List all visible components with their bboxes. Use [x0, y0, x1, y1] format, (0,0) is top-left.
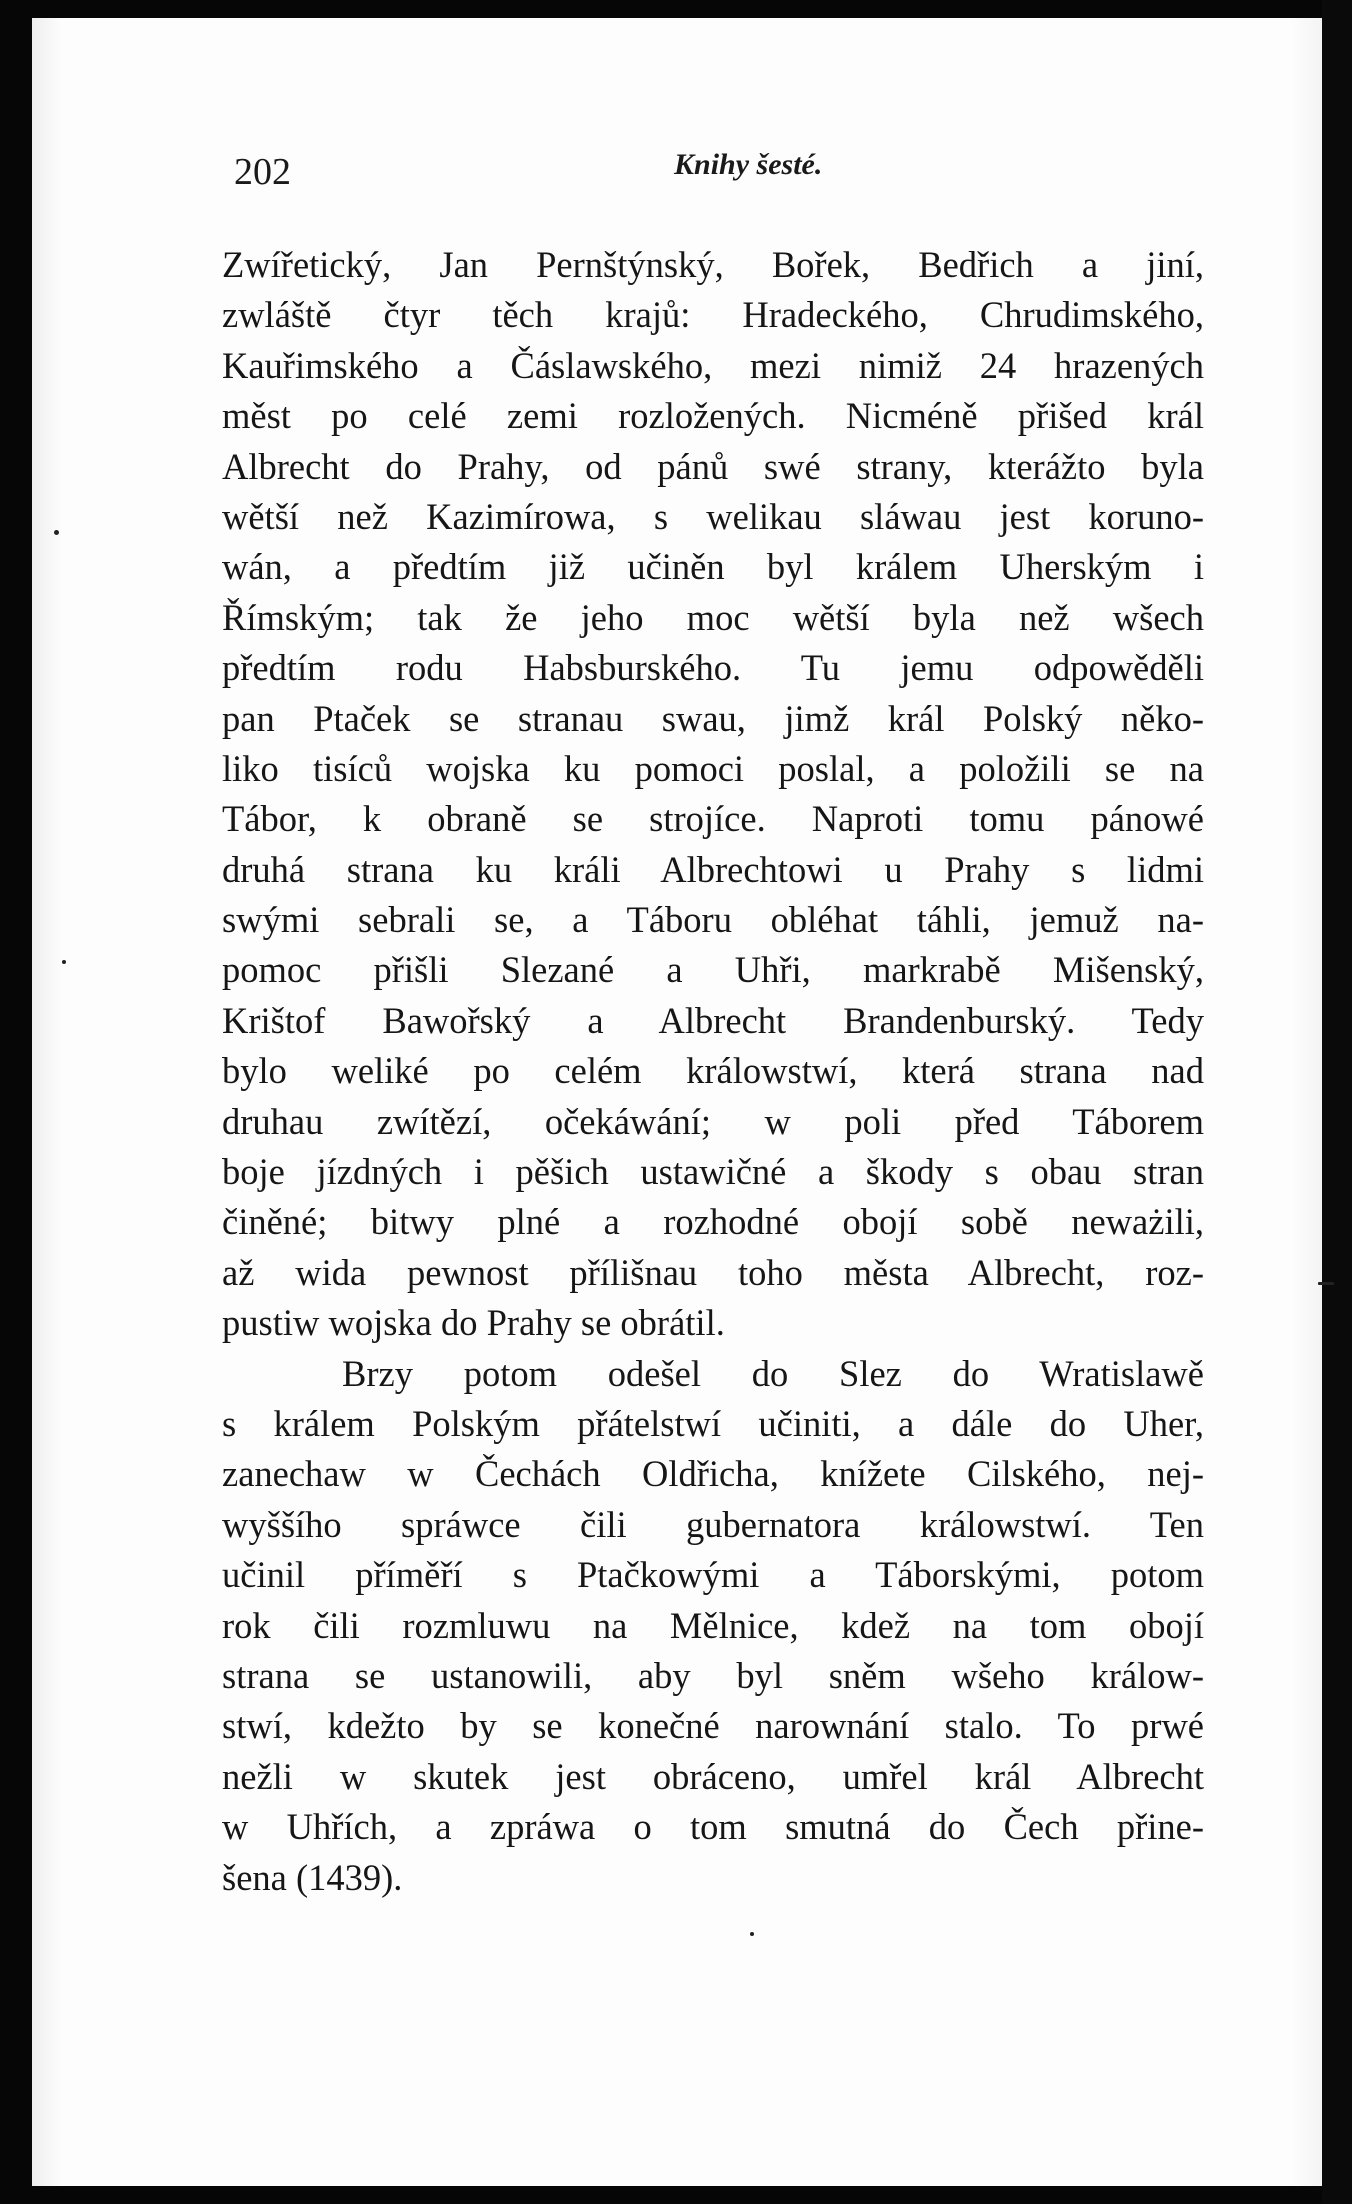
text-line: měst po celé zemi rozložených. Nicméně přišed král [222, 395, 1204, 437]
text-line: Kauřimského a Čáslawského, mezi nimiž 24 hrazených [222, 344, 1204, 386]
text-line: až wida pewnost přílišnau toho města Albrecht, roz- [222, 1251, 1204, 1293]
page-number: 202 [234, 151, 291, 193]
text-line: Tábor, k obraně se strojíce. Naproti tomu pánowé [222, 798, 1204, 840]
text-line: wán, a předtím již učiněn byl králem Uherským i [222, 546, 1204, 588]
text-line: s králem Polským přátelstwí učiniti, a dále do Uher, [222, 1402, 1204, 1444]
scan-speck [750, 1932, 754, 1936]
scan-edge-shadow [1322, 0, 1352, 2204]
text-line: wětší než Kazimírowa, s welikau sláwau jest koruno- [222, 495, 1204, 537]
text-line: zanechaw w Čechách Oldřicha, knížete Cilského, nej- [222, 1453, 1204, 1495]
text-line: wyššího spráwce čili gubernatora králowstwí. Ten [222, 1503, 1204, 1545]
text-line: rok čili rozmluwu na Mělnice, kdež na tom obojí [222, 1604, 1204, 1646]
paragraph-first-line: Brzy potom odešel do Slez do Wratislawě [342, 1352, 1204, 1394]
text-line: Zwířetický, Jan Pernštýnský, Bořek, Bedřich a jiní, [222, 244, 1204, 285]
text-line: šena (1439). [222, 1856, 403, 1898]
text-line: pustiw wojska do Prahy se obrátil. [222, 1302, 725, 1344]
text-line: zwláště čtyr těch krajů: Hradeckého, Chrudimského, [222, 294, 1204, 336]
text-line: pan Ptaček se stranau swau, jimž král Polský něko- [222, 697, 1204, 739]
text-line: swými sebrali se, a Táboru obléhat táhli, jemuž na- [222, 899, 1204, 941]
text-line: bylo weliké po celém králowstwí, která strana nad [222, 1050, 1204, 1092]
scan-speck [62, 960, 66, 964]
text-line: učinil příměří s Ptačkowými a Táborskými, potom [222, 1554, 1204, 1596]
scan-speck [1318, 1282, 1334, 1285]
text-line: Krištof Bawořský a Albrecht Brandenburský. Tedy [222, 999, 1204, 1041]
text-line: strana se ustanowili, aby byl sněm wšeho králow- [222, 1654, 1204, 1696]
text-line: w Uhřích, a zpráwa o tom smutná do Čech přine- [222, 1806, 1204, 1848]
text-line: druhá strana ku králi Albrechtowi u Prahy s lidmi [222, 848, 1204, 890]
text-line: Římským; tak že jeho moc wětší byla než wšech [222, 596, 1204, 638]
text-line: pomoc přišli Slezané a Uhři, markrabě Mišenský, [222, 949, 1204, 991]
text-line: stwí, kdežto by se konečné narownání stalo. To prwé [222, 1705, 1204, 1747]
text-line: nežli w skutek jest obráceno, umřel král Albrecht [222, 1755, 1204, 1797]
text-line: boje jízdných i pěšich ustawičné a škody s obau stran [222, 1151, 1204, 1193]
running-head: Knihy šesté. [674, 148, 823, 181]
page-header [234, 142, 1234, 202]
scan-speck [54, 530, 59, 535]
text-line: druhau zwítězí, očekáwání; w poli před Táborem [222, 1100, 1204, 1142]
text-line: předtím rodu Habsburského. Tu jemu odpowěděli [222, 647, 1204, 689]
text-line: činěné; bitwy plné a rozhodné obojí sobě neważili, [222, 1201, 1204, 1243]
text-line: liko tisíců wojska ku pomoci poslal, a položili se na [222, 747, 1204, 789]
text-line: Albrecht do Prahy, od pánů swé strany, kterážto byla [222, 445, 1204, 487]
body-text [222, 240, 1204, 1903]
